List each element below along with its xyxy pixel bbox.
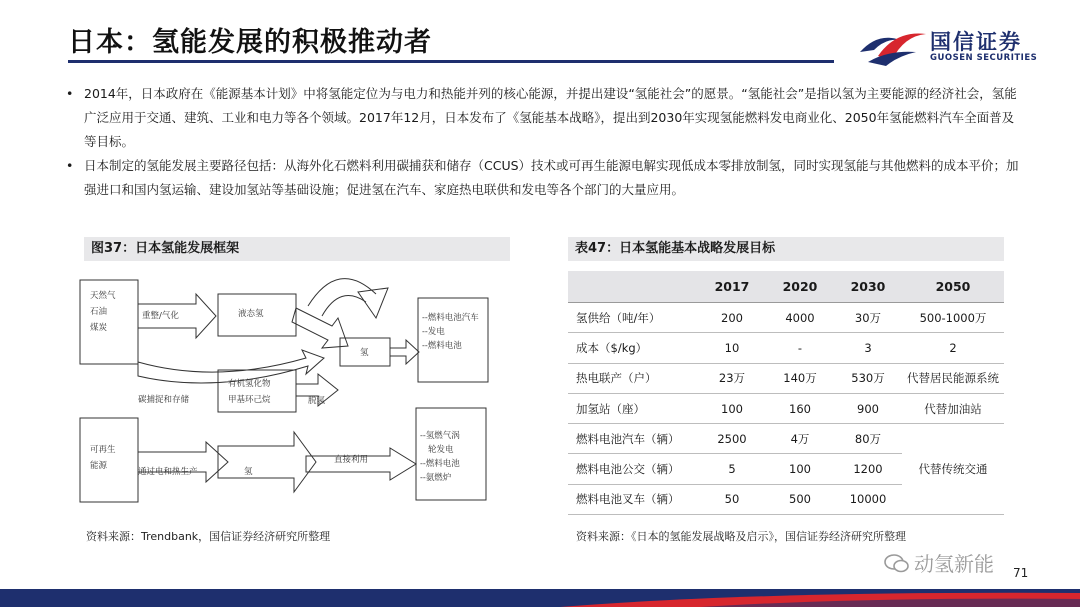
label-use2-3: --燃料电池 — [420, 459, 460, 469]
curved-arrow-inner — [322, 296, 366, 316]
label-organic-1: 有机氢化物 — [228, 379, 271, 389]
table-cell: 4000 — [766, 303, 834, 333]
table-cell-merged: 代替传统交通 — [902, 424, 1004, 515]
bullet-text: 日本制定的氢能发展主要路径包括：从海外化石燃料利用碳捕获和储存（CCUS）技术或可再生能源电解实现低成本零排放制氢，同时实现氢能与其他燃料的成本平价；加强进口和国内氢运输、建设加氢站等基础设施；促进氢在汽车、家庭热电联供和发电等各个部门的大量应用。 — [84, 158, 1019, 197]
table-cell: 2500 — [698, 424, 766, 454]
table-caption: 表47：日本氢能基本战略发展目标 — [568, 237, 1004, 261]
label-fossil-3: 煤炭 — [90, 323, 108, 333]
label-use1-3: --燃料电池 — [422, 341, 462, 351]
table-header-cell: 2030 — [834, 271, 902, 303]
label-dehydro: 脱氢 — [308, 396, 326, 406]
label-use2-4: --氨燃炉 — [420, 473, 452, 483]
guosen-logo — [858, 26, 1038, 66]
table-cell: 燃料电池公交（辆） — [568, 454, 698, 484]
label-use1-2: --发电 — [422, 327, 445, 337]
table-cell: 加氢站（座） — [568, 393, 698, 423]
table-cell: 4万 — [766, 424, 834, 454]
hydrogen-bottom-arrow — [218, 432, 316, 492]
table-cell: 50 — [698, 484, 766, 514]
label-organic-2: 甲基环己烷 — [228, 395, 271, 405]
table-header-cell: 2050 — [902, 271, 1004, 303]
table-cell: 100 — [698, 393, 766, 423]
table-cell: 160 — [766, 393, 834, 423]
table-cell: 氢供给（吨/年） — [568, 303, 698, 333]
table-cell: 燃料电池叉车（辆） — [568, 484, 698, 514]
renewable-box — [80, 418, 138, 502]
bullet-dot: • — [66, 86, 74, 101]
table-row — [568, 363, 1004, 393]
logo-text-en: GUOSEN SECURITIES — [930, 53, 1038, 63]
table-cell: 500 — [766, 484, 834, 514]
table-cell: 100 — [766, 454, 834, 484]
table-cell: 200 — [698, 303, 766, 333]
label-fossil-1: 天然气 — [90, 291, 116, 301]
table-cell: 成本（$/kg） — [568, 333, 698, 363]
bottom-band — [0, 589, 1080, 607]
table-cell: 500-1000万 — [902, 303, 1004, 333]
table-header-cell: 2017 — [698, 271, 766, 303]
curved-arrow-head — [358, 288, 388, 318]
hydrogen-framework-diagram — [76, 266, 479, 516]
table-cell: 3 — [834, 333, 902, 363]
bullet-item — [66, 82, 1026, 154]
organic-hydride-box — [218, 370, 296, 412]
table-cell: 2 — [902, 333, 1004, 363]
table-row — [568, 424, 1004, 454]
title-underline — [68, 60, 834, 63]
table-cell: 530万 — [834, 363, 902, 393]
table-row — [568, 393, 1004, 423]
guosen-logo-icon — [858, 26, 928, 66]
table-cell: 10000 — [834, 484, 902, 514]
table-cell: 代替加油站 — [902, 393, 1004, 423]
table-row — [568, 333, 1004, 363]
table-header-cell: 2020 — [766, 271, 834, 303]
table-cell: 代替居民能源系统 — [902, 363, 1004, 393]
label-fossil-2: 石油 — [90, 307, 108, 317]
table-source: 资料来源：《日本的氢能发展战略及启示》，国信证券经济研究所整理 — [576, 530, 906, 543]
table-cell: - — [766, 333, 834, 363]
table-cell: 1200 — [834, 454, 902, 484]
page-title: 日本：氢能发展的积极推动者 — [68, 27, 432, 58]
table-cell: 30万 — [834, 303, 902, 333]
label-reform: 重整/气化 — [142, 311, 179, 321]
bullet-item — [66, 154, 1026, 202]
figure-source: 资料来源：Trendbank，国信证券经济研究所整理 — [86, 530, 331, 543]
table-header-cell — [568, 271, 698, 303]
table-row — [568, 303, 1004, 333]
figure-caption: 图37：日本氢能发展框架 — [84, 237, 510, 261]
label-via-power: 通过电和热生产 — [138, 467, 198, 477]
logo-text-cn: 国信证券 — [930, 30, 1022, 54]
bullet-text: 2014年，日本政府在《能源基本计划》中将氢能定位为与电力和热能并列的核心能源，并提出建设“氢能社会”的愿景。“氢能社会”是指以氢为主要能源的经济社会，氢能广泛应用于交通、建筑、工业和电力等各个领域。2017年12月，日本发布了《氢能基本战略》，提出到2030年实现氢能燃料发电商业化、2050年氢能燃料汽车全面普及等目标。 — [84, 86, 1017, 149]
label-ccs: 碳捕捉和存储 — [138, 395, 190, 405]
label-liquid-h2: 液态氢 — [238, 309, 264, 319]
label-use1-1: --燃料电池汽车 — [422, 313, 479, 323]
wechat-icon — [884, 552, 910, 574]
table-cell: 23万 — [698, 363, 766, 393]
label-use2-1: --氢燃气涡 — [420, 431, 460, 441]
page-number: 71 — [1013, 566, 1029, 580]
bullet-dot: • — [66, 158, 74, 173]
watermark-text: 动氢新能 — [914, 552, 994, 576]
table-header-row — [568, 271, 1004, 303]
label-renew-2: 能源 — [90, 461, 108, 471]
table-cell: 140万 — [766, 363, 834, 393]
strategy-targets-table — [568, 271, 1004, 515]
table-cell: 80万 — [834, 424, 902, 454]
label-direct-use: 直接利用 — [334, 455, 369, 465]
label-renew-1: 可再生 — [90, 445, 116, 455]
table-cell: 热电联产（户） — [568, 363, 698, 393]
watermark — [884, 548, 994, 577]
table-cell: 10 — [698, 333, 766, 363]
table-cell: 5 — [698, 454, 766, 484]
label-use2-2: 轮发电 — [428, 445, 454, 455]
use-box-1 — [418, 298, 488, 382]
label-hydrogen-bottom: 氢 — [244, 467, 253, 477]
bullet-list — [66, 82, 1026, 202]
table-cell: 900 — [834, 393, 902, 423]
table-cell: 燃料电池汽车（辆） — [568, 424, 698, 454]
center-to-use-arrow — [390, 340, 419, 364]
label-hydrogen-center: 氢 — [360, 348, 369, 358]
